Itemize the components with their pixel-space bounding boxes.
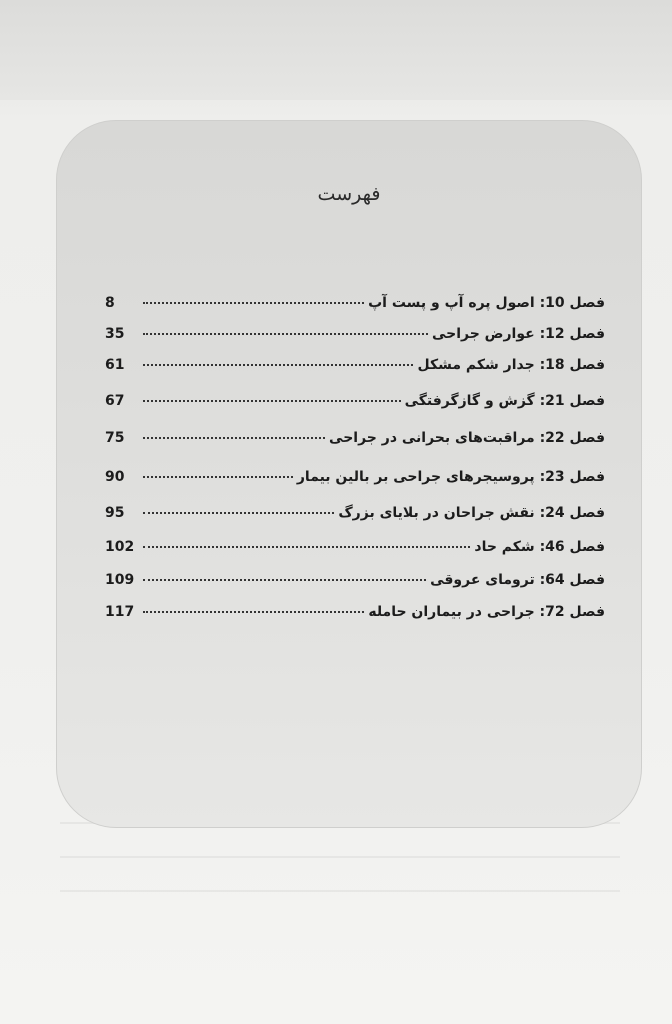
toc-entry-label: فصل 12: عوارض جراحی (431, 326, 605, 342)
dot-leader (143, 565, 426, 581)
toc-entry[interactable] (105, 322, 605, 346)
page-top-shadow (0, 0, 672, 100)
toc-entry-label: فصل 24: نقش جراحان در بلایای بزرگ (338, 505, 605, 521)
toc-entry-label: فصل 22: مراقبت‌های بحرانی در جراحی (329, 430, 605, 446)
toc-entry[interactable] (105, 426, 605, 450)
toc-entry-page: 35 (105, 326, 125, 342)
dot-leader (143, 498, 334, 514)
toc-entry[interactable] (105, 501, 605, 525)
toc-entry-page: 61 (105, 357, 125, 373)
toc-title: فهرست (317, 183, 381, 205)
toc-entry[interactable] (105, 389, 605, 413)
table-of-contents-panel (56, 120, 642, 828)
dot-leader (143, 386, 401, 402)
toc-entry-page: 109 (105, 572, 135, 588)
dot-leader (143, 319, 428, 335)
toc-entry-label: فصل 10: اصول پره آپ و پست آپ (368, 295, 605, 311)
toc-entry-label: فصل 21: گزش و گازگرفتگی (404, 393, 605, 409)
toc-entry-label: فصل 18: جدار شکم مشکل (417, 357, 605, 373)
toc-entry-page: 90 (105, 469, 125, 485)
toc-entry-page: 95 (105, 505, 125, 521)
toc-entry-label: فصل 46: شکم حاد (474, 539, 605, 555)
toc-entry-page: 117 (105, 604, 135, 620)
toc-entry-label: فصل 64: ترومای عروقی (430, 572, 605, 588)
toc-entry-page: 75 (105, 430, 125, 446)
toc-entry-label: فصل 72: جراحی در بیماران حامله (368, 604, 605, 620)
toc-entry-page: 8 (105, 295, 115, 311)
toc-entry[interactable] (105, 291, 605, 315)
dot-leader (143, 462, 293, 478)
toc-entry[interactable] (105, 353, 605, 377)
toc-entry-label: فصل 23: پروسیجرهای جراحی بر بالین بیمار (296, 469, 605, 485)
toc-entry-page: 67 (105, 393, 125, 409)
toc-entry[interactable] (105, 600, 605, 624)
toc-entry[interactable] (105, 465, 605, 489)
dot-leader (143, 350, 413, 366)
toc-entry[interactable] (105, 568, 605, 592)
toc-entry[interactable] (105, 535, 605, 559)
dot-leader (143, 288, 364, 304)
dot-leader (143, 597, 364, 613)
dot-leader (143, 532, 470, 548)
dot-leader (143, 423, 325, 439)
toc-entry-page: 102 (105, 539, 135, 555)
